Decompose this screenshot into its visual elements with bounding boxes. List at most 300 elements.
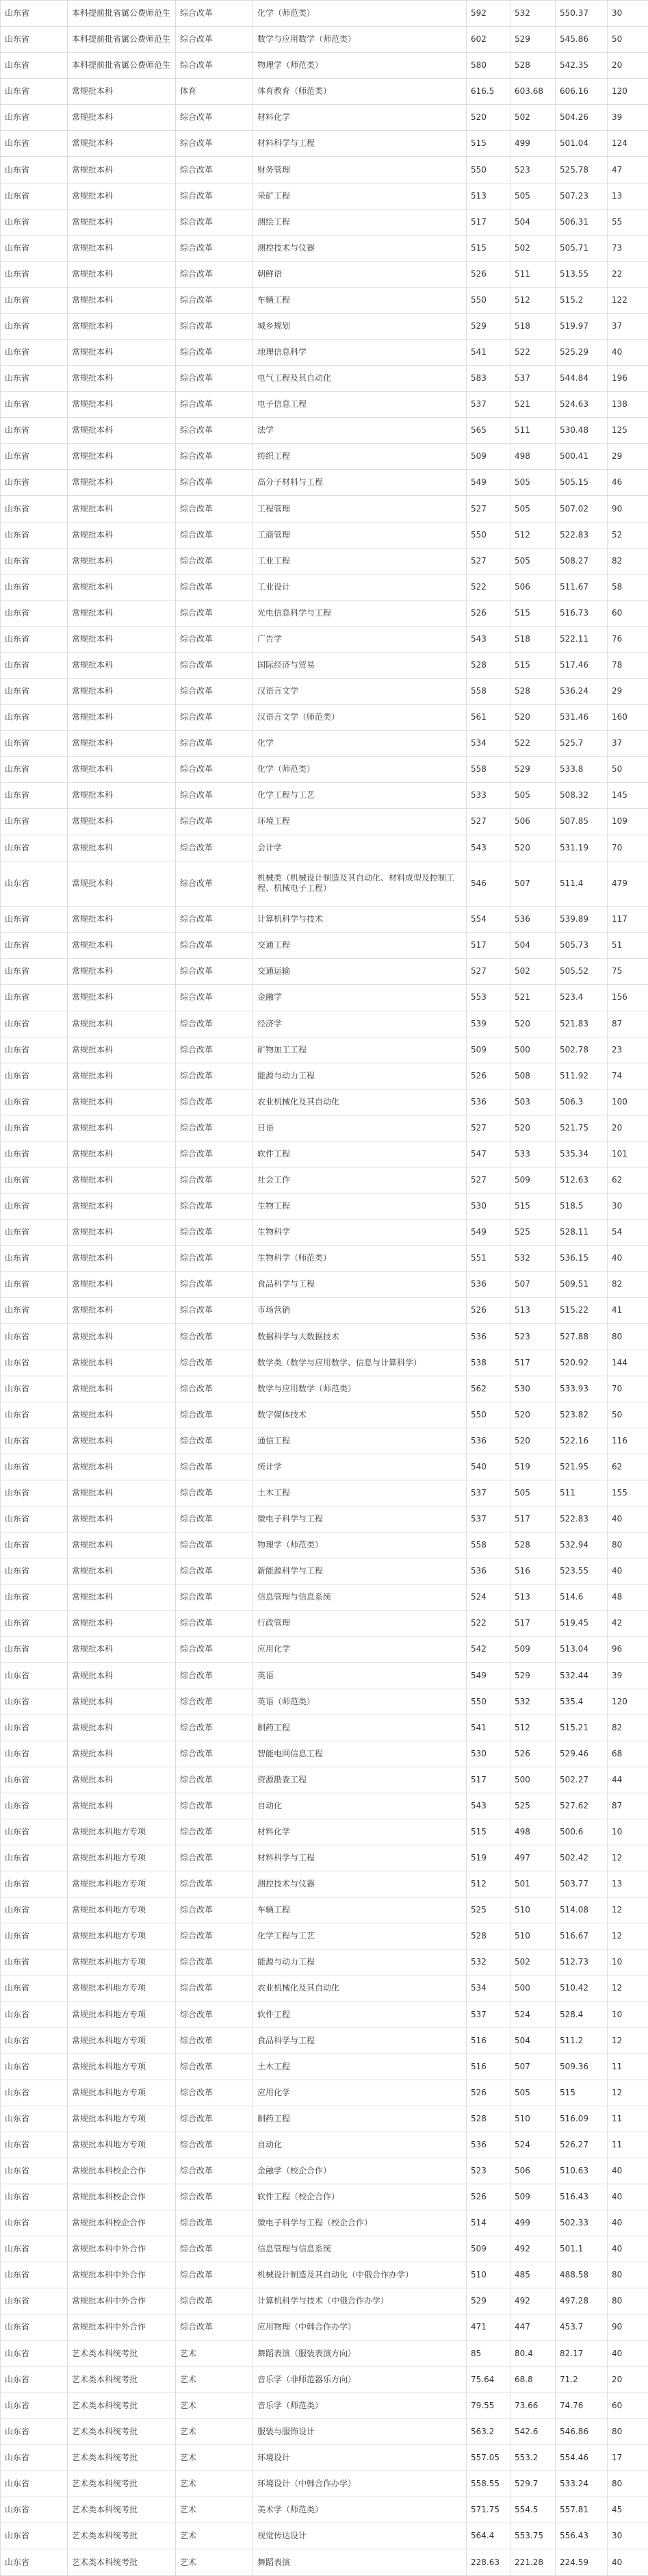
max-score-cell: 540 — [467, 1454, 510, 1480]
table-row — [1, 1480, 648, 1506]
max-score-cell: 516 — [467, 2028, 510, 2054]
province-cell: 山东省 — [1, 1220, 68, 1246]
batch-cell: 艺术类本科统考批 — [68, 2471, 176, 2497]
min-score-cell: 520 — [510, 835, 556, 861]
table-row — [1, 1167, 648, 1194]
category-cell: 综合改革 — [176, 1115, 253, 1141]
min-score-cell: 512 — [510, 1715, 556, 1741]
major-cell: 能源与动力工程 — [253, 1949, 467, 1975]
table-row — [1, 1115, 648, 1141]
max-score-cell: 516 — [467, 2054, 510, 2080]
plan-count-cell: 78 — [608, 652, 648, 678]
max-score-cell: 557.05 — [467, 2445, 510, 2471]
table-row — [1, 340, 648, 366]
category-cell: 综合改革 — [176, 1767, 253, 1793]
batch-cell: 常规批本科 — [68, 235, 176, 261]
major-cell: 通信工程 — [253, 1428, 467, 1454]
avg-score-cell: 513.55 — [556, 261, 608, 287]
min-score-cell: 517 — [510, 1611, 556, 1637]
major-cell: 计算机科学与技术（中俄合作办学） — [253, 2288, 467, 2314]
batch-cell: 常规批本科 — [68, 1506, 176, 1532]
max-score-cell: 527 — [467, 1115, 510, 1141]
avg-score-cell: 530.48 — [556, 418, 608, 444]
avg-score-cell: 539.89 — [556, 907, 608, 933]
batch-cell: 常规批本科 — [68, 1715, 176, 1741]
province-cell: 山东省 — [1, 548, 68, 574]
batch-cell: 艺术类本科统考批 — [68, 2366, 176, 2392]
batch-cell: 常规批本科 — [68, 79, 176, 105]
plan-count-cell: 62 — [608, 1454, 648, 1480]
category-cell: 体育 — [176, 79, 253, 105]
max-score-cell: 522 — [467, 1611, 510, 1637]
category-cell: 综合改革 — [176, 1220, 253, 1246]
avg-score-cell: 535.34 — [556, 1141, 608, 1167]
min-score-cell: 522 — [510, 340, 556, 366]
max-score-cell: 75.64 — [467, 2366, 510, 2392]
category-cell: 综合改革 — [176, 1819, 253, 1845]
avg-score-cell: 512.73 — [556, 1949, 608, 1975]
table-row — [1, 1663, 648, 1689]
max-score-cell: 536 — [467, 1089, 510, 1115]
category-cell: 综合改革 — [176, 2106, 253, 2132]
avg-score-cell: 510.42 — [556, 1975, 608, 2002]
max-score-cell: 532 — [467, 1949, 510, 1975]
province-cell: 山东省 — [1, 470, 68, 496]
major-cell: 微电子科学与工程（校企合作） — [253, 2210, 467, 2236]
avg-score-cell: 531.19 — [556, 835, 608, 861]
min-score-cell: 509 — [510, 1637, 556, 1663]
plan-count-cell: 117 — [608, 907, 648, 933]
batch-cell: 常规批本科 — [68, 340, 176, 366]
min-score-cell: 603.68 — [510, 79, 556, 105]
batch-cell: 常规批本科 — [68, 574, 176, 600]
category-cell: 综合改革 — [176, 1871, 253, 1897]
min-score-cell: 500 — [510, 1975, 556, 2002]
avg-score-cell: 526.27 — [556, 2132, 608, 2158]
avg-score-cell: 515.2 — [556, 287, 608, 313]
major-cell: 环境工程 — [253, 809, 467, 835]
plan-count-cell: 60 — [608, 600, 648, 626]
plan-count-cell: 39 — [608, 105, 648, 131]
major-cell: 信息管理与信息系统 — [253, 2236, 467, 2262]
min-score-cell: 80.4 — [510, 2340, 556, 2366]
avg-score-cell: 522.83 — [556, 522, 608, 548]
category-cell: 综合改革 — [176, 392, 253, 418]
major-cell: 高分子材料与工程 — [253, 470, 467, 496]
batch-cell: 常规批本科 — [68, 1194, 176, 1220]
batch-cell: 常规批本科 — [68, 548, 176, 574]
max-score-cell: 534 — [467, 731, 510, 757]
batch-cell: 常规批本科 — [68, 1741, 176, 1767]
major-cell: 制药工程 — [253, 1715, 467, 1741]
min-score-cell: 520 — [510, 705, 556, 731]
table-row — [1, 731, 648, 757]
province-cell: 山东省 — [1, 2392, 68, 2419]
major-cell: 物理学（师范类） — [253, 1532, 467, 1558]
plan-count-cell: 40 — [608, 2340, 648, 2366]
province-cell: 山东省 — [1, 809, 68, 835]
category-cell: 综合改革 — [176, 1532, 253, 1558]
category-cell: 综合改革 — [176, 287, 253, 313]
plan-count-cell: 20 — [608, 53, 648, 79]
plan-count-cell: 122 — [608, 287, 648, 313]
plan-count-cell: 40 — [608, 2236, 648, 2262]
avg-score-cell: 517.46 — [556, 652, 608, 678]
batch-cell: 常规批本科 — [68, 1480, 176, 1506]
table-row — [1, 183, 648, 209]
max-score-cell: 509 — [467, 1037, 510, 1063]
category-cell: 综合改革 — [176, 1454, 253, 1480]
table-row — [1, 2445, 648, 2471]
table-row — [1, 287, 648, 313]
plan-count-cell: 42 — [608, 1611, 648, 1637]
plan-count-cell: 12 — [608, 1975, 648, 2002]
max-score-cell: 526 — [467, 2080, 510, 2106]
batch-cell: 常规批本科 — [68, 1115, 176, 1141]
min-score-cell: 504 — [510, 2028, 556, 2054]
major-cell: 新能源科学与工程 — [253, 1558, 467, 1584]
table-row — [1, 2549, 648, 2576]
max-score-cell: 529 — [467, 2288, 510, 2314]
max-score-cell: 551 — [467, 1246, 510, 1272]
max-score-cell: 523 — [467, 2158, 510, 2184]
major-cell: 制药工程 — [253, 2106, 467, 2132]
batch-cell: 常规批本科 — [68, 1037, 176, 1063]
category-cell: 综合改革 — [176, 2158, 253, 2184]
province-cell: 山东省 — [1, 1558, 68, 1584]
plan-count-cell: 80 — [608, 2471, 648, 2497]
max-score-cell: 550 — [467, 522, 510, 548]
province-cell: 山东省 — [1, 79, 68, 105]
major-cell: 生物科学 — [253, 1220, 467, 1246]
batch-cell: 艺术类本科统考批 — [68, 2549, 176, 2576]
min-score-cell: 519 — [510, 1454, 556, 1480]
max-score-cell: 558 — [467, 679, 510, 705]
category-cell: 综合改革 — [176, 1480, 253, 1506]
plan-count-cell: 45 — [608, 2497, 648, 2523]
province-cell: 山东省 — [1, 1063, 68, 1089]
max-score-cell: 526 — [467, 1298, 510, 1324]
batch-cell: 常规批本科中外合作 — [68, 2262, 176, 2288]
max-score-cell: 536 — [467, 1324, 510, 1350]
batch-cell: 常规批本科 — [68, 933, 176, 959]
batch-cell: 常规批本科地方专项 — [68, 1845, 176, 1871]
major-cell: 软件工程 — [253, 1141, 467, 1167]
major-cell: 工业设计 — [253, 574, 467, 600]
category-cell: 综合改革 — [176, 1558, 253, 1584]
province-cell: 山东省 — [1, 392, 68, 418]
max-score-cell: 592 — [467, 1, 510, 27]
plan-count-cell: 70 — [608, 1376, 648, 1402]
batch-cell: 常规批本科 — [68, 652, 176, 678]
batch-cell: 常规批本科地方专项 — [68, 1975, 176, 2002]
batch-cell: 常规批本科 — [68, 809, 176, 835]
major-cell: 舞蹈表演（服装表演方向） — [253, 2340, 467, 2366]
batch-cell: 常规批本科 — [68, 157, 176, 183]
major-cell: 数据科学与大数据技术 — [253, 1324, 467, 1350]
batch-cell: 常规批本科 — [68, 679, 176, 705]
min-score-cell: 485 — [510, 2262, 556, 2288]
category-cell: 综合改革 — [176, 1975, 253, 2002]
avg-score-cell: 497.28 — [556, 2288, 608, 2314]
major-cell: 工商管理 — [253, 522, 467, 548]
province-cell: 山东省 — [1, 2132, 68, 2158]
major-cell: 美术学（师范类） — [253, 2497, 467, 2523]
max-score-cell: 539 — [467, 1011, 510, 1037]
province-cell: 山东省 — [1, 1402, 68, 1428]
avg-score-cell: 504.26 — [556, 105, 608, 131]
table-row — [1, 2366, 648, 2392]
category-cell: 综合改革 — [176, 27, 253, 53]
avg-score-cell: 511.67 — [556, 574, 608, 600]
min-score-cell: 503 — [510, 1089, 556, 1115]
category-cell: 艺术 — [176, 2419, 253, 2445]
province-cell: 山东省 — [1, 1506, 68, 1532]
max-score-cell: 543 — [467, 626, 510, 652]
min-score-cell: 509 — [510, 2184, 556, 2210]
plan-count-cell: 39 — [608, 1663, 648, 1689]
category-cell: 综合改革 — [176, 2288, 253, 2314]
province-cell: 山东省 — [1, 861, 68, 907]
province-cell: 山东省 — [1, 1428, 68, 1454]
max-score-cell: 549 — [467, 1663, 510, 1689]
max-score-cell: 562 — [467, 1376, 510, 1402]
province-cell: 山东省 — [1, 2549, 68, 2576]
plan-count-cell: 50 — [608, 1402, 648, 1428]
min-score-cell: 505 — [510, 470, 556, 496]
major-cell: 数学与应用数学（师范类） — [253, 27, 467, 53]
province-cell: 山东省 — [1, 1089, 68, 1115]
plan-count-cell: 10 — [608, 1819, 648, 1845]
min-score-cell: 502 — [510, 1949, 556, 1975]
max-score-cell: 528 — [467, 652, 510, 678]
province-cell: 山东省 — [1, 1272, 68, 1298]
plan-count-cell: 100 — [608, 1089, 648, 1115]
min-score-cell: 528 — [510, 1532, 556, 1558]
table-row — [1, 1897, 648, 1923]
category-cell: 综合改革 — [176, 1637, 253, 1663]
min-score-cell: 502 — [510, 959, 556, 985]
major-cell: 英语（师范类） — [253, 1689, 467, 1715]
table-row — [1, 2340, 648, 2366]
plan-count-cell: 479 — [608, 861, 648, 907]
avg-score-cell: 554.46 — [556, 2445, 608, 2471]
major-cell: 工程管理 — [253, 496, 467, 522]
plan-count-cell: 40 — [608, 2184, 648, 2210]
major-cell: 经济学 — [253, 1011, 467, 1037]
batch-cell: 常规批本科 — [68, 783, 176, 809]
province-cell: 山东省 — [1, 1767, 68, 1793]
min-score-cell: 518 — [510, 313, 556, 339]
min-score-cell: 509 — [510, 1167, 556, 1194]
major-cell: 土木工程 — [253, 2054, 467, 2080]
category-cell: 综合改革 — [176, 1949, 253, 1975]
category-cell: 综合改革 — [176, 705, 253, 731]
avg-score-cell: 533.93 — [556, 1376, 608, 1402]
major-cell: 应用化学 — [253, 2080, 467, 2106]
avg-score-cell: 511.2 — [556, 2028, 608, 2054]
max-score-cell: 543 — [467, 835, 510, 861]
plan-count-cell: 109 — [608, 809, 648, 835]
batch-cell: 常规批本科 — [68, 287, 176, 313]
min-score-cell: 521 — [510, 392, 556, 418]
plan-count-cell: 40 — [608, 1246, 648, 1272]
batch-cell: 艺术类本科统考批 — [68, 2419, 176, 2445]
major-cell: 国际经济与贸易 — [253, 652, 467, 678]
province-cell: 山东省 — [1, 2471, 68, 2497]
province-cell: 山东省 — [1, 209, 68, 235]
plan-count-cell: 23 — [608, 1037, 648, 1063]
avg-score-cell: 516.09 — [556, 2106, 608, 2132]
batch-cell: 常规批本科 — [68, 1089, 176, 1115]
province-cell: 山东省 — [1, 1584, 68, 1611]
avg-score-cell: 518.5 — [556, 1194, 608, 1220]
avg-score-cell: 511.92 — [556, 1063, 608, 1089]
category-cell: 综合改革 — [176, 2184, 253, 2210]
category-cell: 综合改革 — [176, 1272, 253, 1298]
table-row — [1, 1611, 648, 1637]
province-cell: 山东省 — [1, 1975, 68, 2002]
min-score-cell: 520 — [510, 1428, 556, 1454]
category-cell: 综合改革 — [176, 1167, 253, 1194]
avg-score-cell: 506.3 — [556, 1089, 608, 1115]
batch-cell: 常规批本科 — [68, 1637, 176, 1663]
min-score-cell: 505 — [510, 2080, 556, 2106]
province-cell: 山东省 — [1, 907, 68, 933]
max-score-cell: 79.55 — [467, 2392, 510, 2419]
max-score-cell: 547 — [467, 1141, 510, 1167]
avg-score-cell: 500.41 — [556, 444, 608, 470]
province-cell: 山东省 — [1, 731, 68, 757]
batch-cell: 常规批本科地方专项 — [68, 1819, 176, 1845]
major-cell: 朝鲜语 — [253, 261, 467, 287]
major-cell: 广告学 — [253, 626, 467, 652]
category-cell: 综合改革 — [176, 907, 253, 933]
province-cell: 山东省 — [1, 2106, 68, 2132]
province-cell: 山东省 — [1, 105, 68, 131]
avg-score-cell: 515.22 — [556, 1298, 608, 1324]
batch-cell: 常规批本科地方专项 — [68, 1949, 176, 1975]
max-score-cell: 509 — [467, 444, 510, 470]
table-row — [1, 2288, 648, 2314]
min-score-cell: 553.75 — [510, 2523, 556, 2549]
province-cell: 山东省 — [1, 1532, 68, 1558]
batch-cell: 常规批本科 — [68, 366, 176, 392]
avg-score-cell: 513.04 — [556, 1637, 608, 1663]
batch-cell: 常规批本科 — [68, 1558, 176, 1584]
category-cell: 综合改革 — [176, 757, 253, 783]
plan-count-cell: 160 — [608, 705, 648, 731]
table-row — [1, 809, 648, 835]
province-cell: 山东省 — [1, 652, 68, 678]
plan-count-cell: 41 — [608, 1298, 648, 1324]
max-score-cell: 554 — [467, 907, 510, 933]
major-cell: 生物科学（师范类） — [253, 1246, 467, 1272]
min-score-cell: 542.6 — [510, 2419, 556, 2445]
plan-count-cell: 124 — [608, 131, 648, 157]
table-row — [1, 548, 648, 574]
plan-count-cell: 58 — [608, 574, 648, 600]
avg-score-cell: 523.55 — [556, 1558, 608, 1584]
province-cell: 山东省 — [1, 1037, 68, 1063]
min-score-cell: 520 — [510, 1115, 556, 1141]
plan-count-cell: 60 — [608, 2392, 648, 2419]
batch-cell: 常规批本科校企合作 — [68, 2158, 176, 2184]
avg-score-cell: 523.4 — [556, 985, 608, 1011]
province-cell: 山东省 — [1, 522, 68, 548]
max-score-cell: 529 — [467, 313, 510, 339]
table-body — [1, 1, 648, 2576]
table-row — [1, 496, 648, 522]
major-cell: 测控技术与仪器 — [253, 1871, 467, 1897]
province-cell: 山东省 — [1, 131, 68, 157]
table-row — [1, 2471, 648, 2497]
province-cell: 山东省 — [1, 1871, 68, 1897]
avg-score-cell: 74.76 — [556, 2392, 608, 2419]
min-score-cell: 68.8 — [510, 2366, 556, 2392]
min-score-cell: 507 — [510, 861, 556, 907]
avg-score-cell: 546.86 — [556, 2419, 608, 2445]
table-row — [1, 861, 648, 907]
category-cell: 综合改革 — [176, 313, 253, 339]
min-score-cell: 532 — [510, 1689, 556, 1715]
table-row — [1, 1037, 648, 1063]
max-score-cell: 558.55 — [467, 2471, 510, 2497]
province-cell: 山东省 — [1, 418, 68, 444]
table-row — [1, 1637, 648, 1663]
province-cell: 山东省 — [1, 1324, 68, 1350]
avg-score-cell: 516.67 — [556, 1923, 608, 1949]
batch-cell: 常规批本科 — [68, 1063, 176, 1089]
category-cell: 综合改革 — [176, 1089, 253, 1115]
major-cell: 软件工程（校企合作） — [253, 2184, 467, 2210]
batch-cell: 常规批本科地方专项 — [68, 2132, 176, 2158]
batch-cell: 常规批本科 — [68, 1428, 176, 1454]
category-cell: 综合改革 — [176, 1584, 253, 1611]
table-row — [1, 1454, 648, 1480]
max-score-cell: 519 — [467, 1845, 510, 1871]
plan-count-cell: 80 — [608, 2288, 648, 2314]
province-cell: 山东省 — [1, 1923, 68, 1949]
batch-cell: 常规批本科 — [68, 959, 176, 985]
category-cell: 综合改革 — [176, 1506, 253, 1532]
major-cell: 交通工程 — [253, 933, 467, 959]
max-score-cell: 537 — [467, 1480, 510, 1506]
batch-cell: 常规批本科地方专项 — [68, 2080, 176, 2106]
max-score-cell: 527 — [467, 496, 510, 522]
major-cell: 测绘工程 — [253, 209, 467, 235]
plan-count-cell: 12 — [608, 1897, 648, 1923]
plan-count-cell: 80 — [608, 2262, 648, 2288]
table-row — [1, 1011, 648, 1037]
avg-score-cell: 515 — [556, 2080, 608, 2106]
min-score-cell: 530 — [510, 1376, 556, 1402]
avg-score-cell: 82.17 — [556, 2340, 608, 2366]
table-row — [1, 1975, 648, 2002]
table-row — [1, 1767, 648, 1793]
min-score-cell: 498 — [510, 444, 556, 470]
province-cell: 山东省 — [1, 261, 68, 287]
batch-cell: 常规批本科 — [68, 1402, 176, 1428]
province-cell: 山东省 — [1, 959, 68, 985]
batch-cell: 常规批本科 — [68, 907, 176, 933]
batch-cell: 常规批本科 — [68, 496, 176, 522]
major-cell: 行政管理 — [253, 1611, 467, 1637]
batch-cell: 艺术类本科统考批 — [68, 2523, 176, 2549]
batch-cell: 常规批本科 — [68, 183, 176, 209]
category-cell: 综合改革 — [176, 105, 253, 131]
category-cell: 综合改革 — [176, 183, 253, 209]
